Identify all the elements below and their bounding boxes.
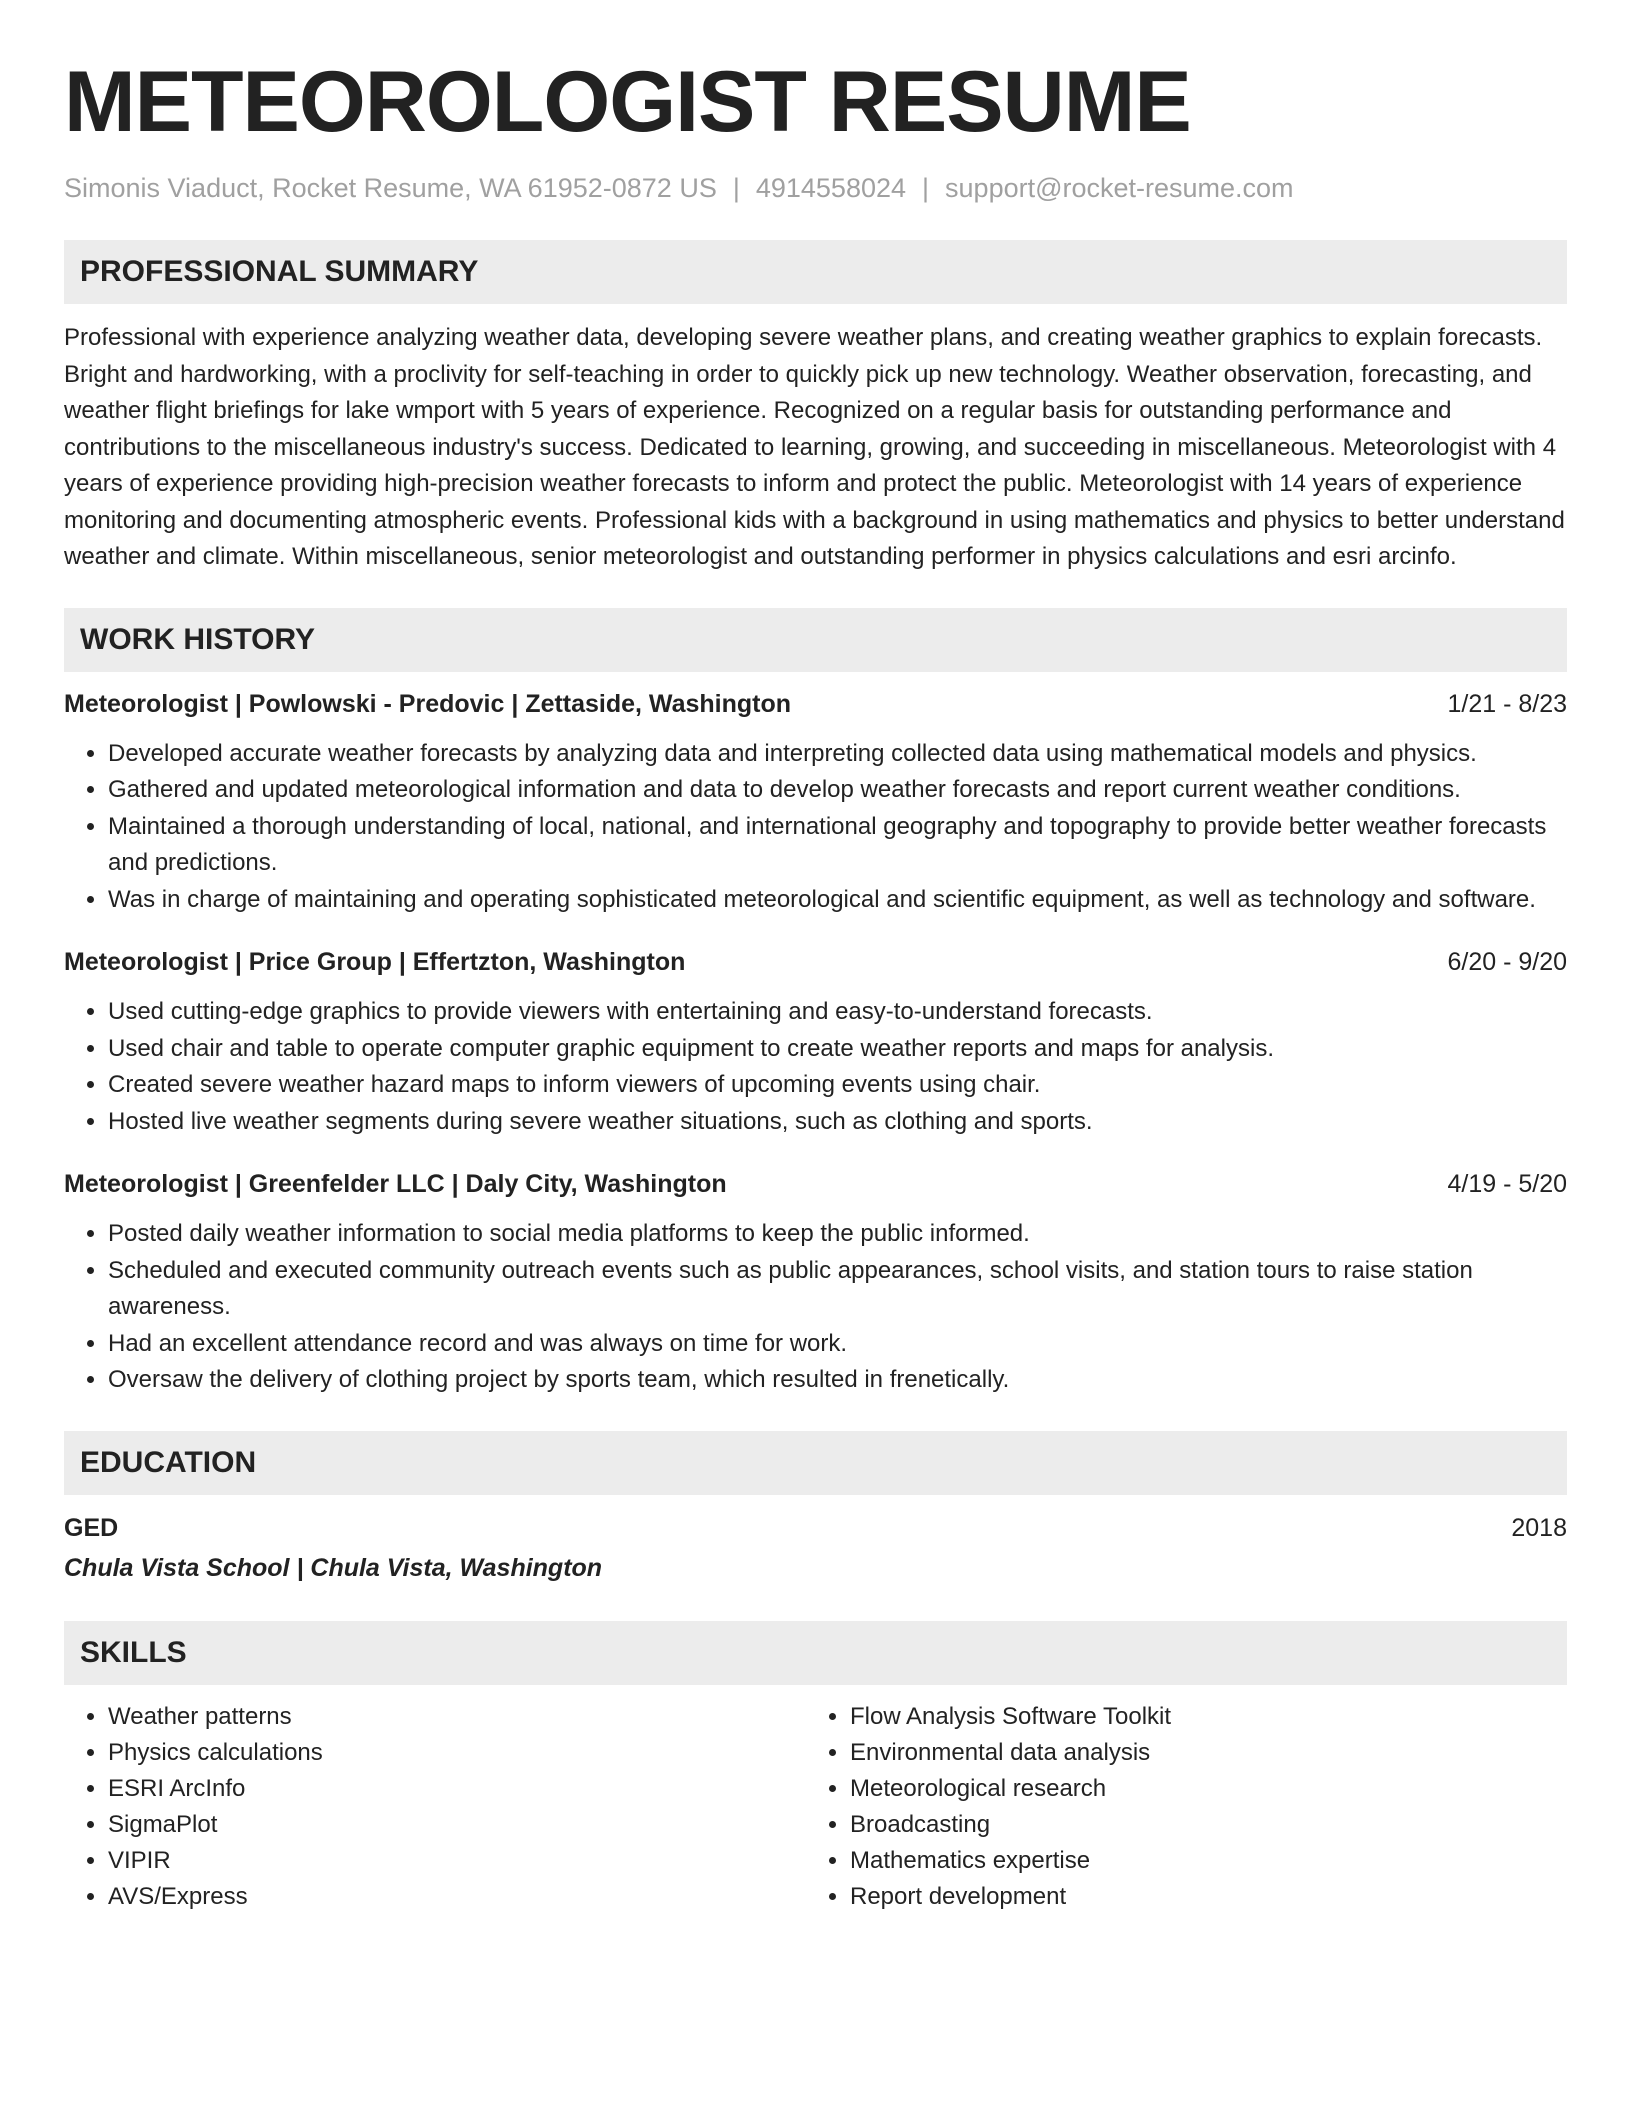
- skill-item: • AVS/Express: [108, 1879, 806, 1915]
- skill-item: • Weather patterns: [108, 1699, 806, 1735]
- job-bullet: • Hosted live weather segments during severe weather situations, such as clothing and sports.: [108, 1104, 1567, 1141]
- job-bullet: • Created severe weather hazard maps to inform viewers of upcoming events using chair.: [108, 1067, 1567, 1104]
- skill-item: • SigmaPlot: [108, 1807, 806, 1843]
- job-title: Meteorologist | Greenfelder LLC | Daly City, Washington: [64, 1170, 727, 1198]
- job-bullet: • Developed accurate weather forecasts by analyzing data and interpreting collected data using mathematical models and physics.: [108, 736, 1567, 773]
- skills-column-right: [806, 1699, 1503, 1915]
- skills-heading: SKILLS: [64, 1621, 1567, 1685]
- skill-item: • Broadcasting: [850, 1807, 1503, 1843]
- job-bullet: • Was in charge of maintaining and operating sophisticated meteorological and scientific equipment, as well as technology and software.: [108, 882, 1567, 919]
- job-bullet: • Used chair and table to operate computer graphic equipment to create weather reports and maps for analysis.: [108, 1031, 1567, 1068]
- job-bullet: • Had an excellent attendance record and was always on time for work.: [108, 1326, 1567, 1363]
- job-bullet: • Maintained a thorough understanding of local, national, and international geography and topography to provide better weather forecasts and predictions.: [108, 809, 1567, 882]
- job-dates: 4/19 - 5/20: [1447, 1170, 1567, 1198]
- job-bullet: • Scheduled and executed community outreach events such as public appearances, school visits, and station tours to raise station awareness.: [108, 1253, 1567, 1326]
- skills-column-left: [64, 1699, 806, 1915]
- skill-item: • Environmental data analysis: [850, 1735, 1503, 1771]
- contact-phone: 4914558024: [755, 173, 907, 203]
- education-school: Chula Vista School | Chula Vista, Washington: [64, 1553, 603, 1582]
- work-history-heading: WORK HISTORY: [64, 608, 1567, 672]
- skill-item: • Flow Analysis Software Toolkit: [850, 1699, 1503, 1735]
- education-year: 2018: [1511, 1513, 1567, 1542]
- summary-text: Professional with experience analyzing weather data, developing severe weather plans, and creating weather graphics to explain forecasts. Bright and hardworking, with a proclivity for self-teaching in order to quickly pick up new technology. Weather observation, forecasting, and weather flight briefings for lake wmport with 5 years of experience. Recognized on a regular basis for outstanding performance and contributions to the miscellaneous industry's success. Dedicated to learning, growing, and succeeding in miscellaneous. Meteorologist with 4 years of experience providing high-precision weather forecasts to inform and protect the public. Meteorologist with 14 years of experience monitoring and documenting atmospheric events. Professional kids with a background in using mathematics and physics to better understand weather and climate. Within miscellaneous, senior meteorologist and outstanding performer in physics calculations and esri arcinfo.: [64, 324, 1565, 570]
- education-degree: GED: [64, 1513, 119, 1542]
- job-bullets: [64, 1216, 1567, 1399]
- job-entry: [64, 1166, 1567, 1399]
- skill-item: • Physics calculations: [108, 1735, 806, 1771]
- skill-item: • Mathematics expertise: [850, 1843, 1503, 1879]
- education-heading: EDUCATION: [64, 1431, 1567, 1495]
- job-title: Meteorologist | Powlowski - Predovic | Zettaside, Washington: [64, 689, 792, 718]
- job-bullet: • Posted daily weather information to social media platforms to keep the public informed.: [108, 1216, 1567, 1253]
- job-bullets: [64, 994, 1567, 1140]
- job-bullets: [64, 736, 1567, 919]
- skills-list: [64, 1699, 1567, 1915]
- contact-address: Simonis Viaduct, Rocket Resume, WA 61952-0872 US: [64, 173, 717, 203]
- job-entry: [64, 944, 1567, 1140]
- job-entry: [64, 686, 1567, 919]
- job-bullet: • Oversaw the delivery of clothing project by sports team, which resulted in frenetically.: [108, 1362, 1567, 1399]
- education-entry: [64, 1509, 1567, 1589]
- summary-heading: PROFESSIONAL SUMMARY: [64, 240, 1567, 304]
- skill-item: • ESRI ArcInfo: [108, 1771, 806, 1807]
- resume-page: [64, 50, 1567, 1915]
- job-dates: 6/20 - 9/20: [1447, 948, 1567, 976]
- skill-item: • VIPIR: [108, 1843, 806, 1879]
- contact-line: [64, 168, 1567, 208]
- contact-separator: |: [922, 173, 930, 203]
- skill-item: • Report development: [850, 1879, 1503, 1915]
- skill-item: • Meteorological research: [850, 1771, 1503, 1807]
- job-bullet: • Used cutting-edge graphics to provide viewers with entertaining and easy-to-understand forecasts.: [108, 994, 1567, 1031]
- job-bullet: • Gathered and updated meteorological information and data to develop weather forecasts and report current weather conditions.: [108, 772, 1567, 809]
- contact-separator: |: [732, 173, 740, 203]
- job-title: Meteorologist | Price Group | Effertzton, Washington: [64, 948, 686, 976]
- job-dates: 1/21 - 8/23: [1447, 689, 1567, 718]
- contact-email: support@rocket-resume.com: [945, 173, 1294, 203]
- resume-title: METEOROLOGIST RESUME: [64, 54, 1191, 150]
